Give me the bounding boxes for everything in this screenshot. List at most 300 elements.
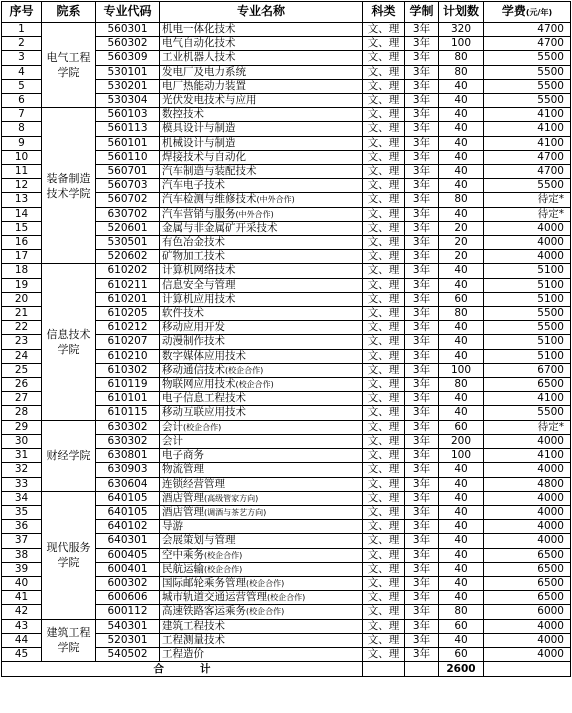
major-code: 640301	[96, 534, 160, 548]
major-name-text: 汽车检测与维修技术	[162, 193, 257, 206]
major-fee: 4000	[484, 250, 571, 264]
row-no: 43	[2, 619, 42, 633]
major-plan-table	[1, 1, 571, 677]
major-name	[160, 576, 363, 590]
major-name-text: 信息安全与管理	[162, 278, 236, 291]
major-subject: 文、理	[363, 591, 405, 605]
major-code: 630702	[96, 207, 160, 221]
major-code: 560703	[96, 179, 160, 193]
header-fee-unit: (元/年)	[525, 7, 553, 17]
major-code: 600405	[96, 548, 160, 562]
major-name	[160, 562, 363, 576]
major-fee: 4000	[484, 221, 571, 235]
major-name-text: 工业机器人技术	[162, 51, 236, 64]
major-plan: 40	[439, 576, 484, 590]
major-code: 560101	[96, 136, 160, 150]
major-code: 560110	[96, 150, 160, 164]
major-code: 610202	[96, 264, 160, 278]
major-code: 560702	[96, 193, 160, 207]
major-subject: 文、理	[363, 363, 405, 377]
major-name	[160, 307, 363, 321]
table-row	[2, 264, 571, 278]
major-subject: 文、理	[363, 136, 405, 150]
major-years: 3年	[405, 619, 439, 633]
major-years: 3年	[405, 321, 439, 335]
major-name-text: 机械设计与制造	[162, 136, 236, 149]
major-name	[160, 363, 363, 377]
major-plan: 40	[439, 335, 484, 349]
header-row	[2, 2, 571, 23]
major-subject: 文、理	[363, 179, 405, 193]
major-tag: (校企合作)	[235, 380, 274, 390]
major-fee: 4100	[484, 392, 571, 406]
major-years: 3年	[405, 122, 439, 136]
major-plan: 80	[439, 51, 484, 65]
major-name	[160, 122, 363, 136]
major-tag: (调酒与茶艺方向)	[204, 507, 267, 517]
major-name-text: 金属与非金属矿开采技术	[162, 221, 278, 234]
major-name-text: 会计	[162, 420, 183, 433]
major-fee: 4700	[484, 165, 571, 179]
row-no: 14	[2, 207, 42, 221]
total-plan: 2600	[439, 662, 484, 677]
major-years: 3年	[405, 491, 439, 505]
header-code: 专业代码	[96, 2, 160, 23]
major-code: 630302	[96, 420, 160, 434]
major-code: 610205	[96, 307, 160, 321]
major-code: 610302	[96, 363, 160, 377]
major-fee: 4000	[484, 463, 571, 477]
major-plan: 40	[439, 321, 484, 335]
major-plan: 60	[439, 420, 484, 434]
major-years: 3年	[405, 505, 439, 519]
major-code: 540502	[96, 647, 160, 661]
major-name	[160, 236, 363, 250]
major-plan: 40	[439, 278, 484, 292]
major-fee: 4000	[484, 619, 571, 633]
major-years: 3年	[405, 349, 439, 363]
dept-name: 财经学院	[42, 420, 96, 491]
major-years: 3年	[405, 292, 439, 306]
row-no: 32	[2, 463, 42, 477]
major-name-text: 动漫制作技术	[162, 335, 225, 348]
row-no: 26	[2, 378, 42, 392]
major-name-text: 汽车制造与装配技术	[162, 165, 257, 178]
major-name-text: 物联网应用技术	[162, 378, 236, 391]
major-name-text: 导游	[162, 520, 183, 533]
major-fee: 4000	[484, 647, 571, 661]
major-name	[160, 505, 363, 519]
major-years: 3年	[405, 406, 439, 420]
row-no: 34	[2, 491, 42, 505]
major-name	[160, 221, 363, 235]
major-years: 3年	[405, 165, 439, 179]
major-subject: 文、理	[363, 264, 405, 278]
major-plan: 40	[439, 562, 484, 576]
major-name	[160, 165, 363, 179]
major-code: 520601	[96, 221, 160, 235]
major-code: 630801	[96, 449, 160, 463]
row-no: 27	[2, 392, 42, 406]
major-name-text: 矿物加工技术	[162, 250, 225, 263]
major-code: 610101	[96, 392, 160, 406]
major-years: 3年	[405, 477, 439, 491]
major-plan: 40	[439, 406, 484, 420]
major-name-text: 会展策划与管理	[162, 534, 236, 547]
row-no: 20	[2, 292, 42, 306]
major-plan: 40	[439, 548, 484, 562]
major-subject: 文、理	[363, 562, 405, 576]
major-years: 3年	[405, 378, 439, 392]
major-name-text: 机电一体化技术	[162, 23, 236, 35]
major-years: 3年	[405, 179, 439, 193]
dept-name: 信息技术学院	[42, 264, 96, 420]
major-fee: 4000	[484, 236, 571, 250]
major-tag: (中外合作)	[256, 195, 295, 205]
major-name	[160, 250, 363, 264]
header-no: 序号	[2, 2, 42, 23]
row-no: 17	[2, 250, 42, 264]
major-name-text: 数字媒体应用技术	[162, 349, 246, 362]
major-fee: 4100	[484, 122, 571, 136]
major-plan: 40	[439, 122, 484, 136]
major-name	[160, 406, 363, 420]
major-plan: 100	[439, 363, 484, 377]
major-fee: 5500	[484, 94, 571, 108]
major-years: 3年	[405, 534, 439, 548]
table-row	[2, 491, 571, 505]
major-code: 600112	[96, 605, 160, 619]
major-subject: 文、理	[363, 150, 405, 164]
major-subject: 文、理	[363, 449, 405, 463]
dept-name: 装备制造技术学院	[42, 108, 96, 264]
major-years: 3年	[405, 633, 439, 647]
major-tag: (校企合作)	[204, 550, 243, 560]
major-plan: 40	[439, 108, 484, 122]
major-years: 3年	[405, 65, 439, 79]
row-no: 13	[2, 193, 42, 207]
major-years: 3年	[405, 647, 439, 661]
row-no: 24	[2, 349, 42, 363]
major-code: 630302	[96, 434, 160, 448]
major-code: 560701	[96, 165, 160, 179]
row-no: 22	[2, 321, 42, 335]
major-subject: 文、理	[363, 505, 405, 519]
major-fee: 6700	[484, 363, 571, 377]
table-row	[2, 23, 571, 37]
major-years: 3年	[405, 335, 439, 349]
major-plan: 40	[439, 207, 484, 221]
major-subject: 文、理	[363, 193, 405, 207]
row-no: 3	[2, 51, 42, 65]
total-fee	[484, 662, 571, 677]
row-no: 29	[2, 420, 42, 434]
major-subject: 文、理	[363, 619, 405, 633]
major-subject: 文、理	[363, 434, 405, 448]
row-no: 31	[2, 449, 42, 463]
major-name	[160, 605, 363, 619]
row-no: 45	[2, 647, 42, 661]
major-years: 3年	[405, 449, 439, 463]
major-plan: 40	[439, 491, 484, 505]
row-no: 42	[2, 605, 42, 619]
major-fee: 6500	[484, 378, 571, 392]
major-code: 610211	[96, 278, 160, 292]
major-tag: (高级管家方向)	[204, 493, 259, 503]
major-fee: 6500	[484, 562, 571, 576]
row-no: 21	[2, 307, 42, 321]
major-code: 530101	[96, 65, 160, 79]
major-years: 3年	[405, 548, 439, 562]
major-code: 600606	[96, 591, 160, 605]
major-years: 3年	[405, 562, 439, 576]
major-name	[160, 591, 363, 605]
header-name: 专业名称	[160, 2, 363, 23]
major-name	[160, 378, 363, 392]
major-plan: 20	[439, 250, 484, 264]
major-code: 530201	[96, 79, 160, 93]
major-fee: 4100	[484, 108, 571, 122]
major-code: 640102	[96, 520, 160, 534]
row-no: 4	[2, 65, 42, 79]
major-name-text: 模具设计与制造	[162, 122, 236, 135]
header-dept: 院系	[42, 2, 96, 23]
table-row	[2, 619, 571, 633]
major-name-text: 计算机网络技术	[162, 264, 236, 277]
major-subject: 文、理	[363, 633, 405, 647]
row-no: 11	[2, 165, 42, 179]
major-fee: 5500	[484, 65, 571, 79]
major-plan: 40	[439, 165, 484, 179]
major-tag: (校企合作)	[204, 564, 243, 574]
major-name	[160, 51, 363, 65]
major-name-text: 国际邮轮乘务管理	[162, 576, 246, 589]
major-name	[160, 449, 363, 463]
major-plan: 40	[439, 349, 484, 363]
major-fee: 5500	[484, 51, 571, 65]
major-code: 610119	[96, 378, 160, 392]
major-subject: 文、理	[363, 477, 405, 491]
major-code: 540301	[96, 619, 160, 633]
major-plan: 100	[439, 37, 484, 51]
major-years: 3年	[405, 136, 439, 150]
major-tag: (中外合作)	[235, 209, 274, 219]
major-code: 530304	[96, 94, 160, 108]
major-subject: 文、理	[363, 37, 405, 51]
major-name-text: 焊接技术与自动化	[162, 150, 246, 163]
major-years: 3年	[405, 576, 439, 590]
major-years: 3年	[405, 463, 439, 477]
major-plan: 80	[439, 307, 484, 321]
header-fee-label: 学费	[501, 3, 526, 18]
major-subject: 文、理	[363, 278, 405, 292]
major-years: 3年	[405, 207, 439, 221]
major-name	[160, 392, 363, 406]
major-name	[160, 37, 363, 51]
major-plan: 40	[439, 591, 484, 605]
major-subject: 文、理	[363, 207, 405, 221]
major-fee: 4800	[484, 477, 571, 491]
major-fee: 6000	[484, 605, 571, 619]
major-fee: 5500	[484, 406, 571, 420]
major-code: 520301	[96, 633, 160, 647]
major-name-text: 物流管理	[162, 463, 204, 476]
major-name	[160, 463, 363, 477]
major-name	[160, 633, 363, 647]
dept-name: 现代服务学院	[42, 491, 96, 619]
total-label	[2, 662, 363, 677]
header-plan: 计划数	[439, 2, 484, 23]
major-code: 640105	[96, 491, 160, 505]
major-fee: 4000	[484, 534, 571, 548]
major-name	[160, 136, 363, 150]
major-name	[160, 520, 363, 534]
row-no: 33	[2, 477, 42, 491]
major-subject: 文、理	[363, 420, 405, 434]
major-subject: 文、理	[363, 79, 405, 93]
major-years: 3年	[405, 193, 439, 207]
major-plan: 40	[439, 505, 484, 519]
major-code: 560103	[96, 108, 160, 122]
dept-name: 建筑工程学院	[42, 619, 96, 662]
major-name-text: 建筑工程技术	[162, 619, 225, 632]
major-fee: 4100	[484, 449, 571, 463]
major-subject: 文、理	[363, 65, 405, 79]
major-name	[160, 65, 363, 79]
major-subject: 文、理	[363, 520, 405, 534]
major-name	[160, 534, 363, 548]
major-name-text: 发电厂及电力系统	[162, 65, 246, 78]
major-name-text: 电厂热能动力装置	[162, 79, 246, 92]
major-years: 3年	[405, 108, 439, 122]
major-code: 610207	[96, 335, 160, 349]
header-subject: 科类	[363, 2, 405, 23]
major-name-text: 软件技术	[162, 307, 204, 320]
major-years: 3年	[405, 278, 439, 292]
major-fee: 待定*	[484, 420, 571, 434]
major-fee: 4000	[484, 434, 571, 448]
row-no: 30	[2, 434, 42, 448]
major-plan: 80	[439, 378, 484, 392]
major-subject: 文、理	[363, 335, 405, 349]
major-subject: 文、理	[363, 292, 405, 306]
major-subject: 文、理	[363, 51, 405, 65]
major-subject: 文、理	[363, 250, 405, 264]
row-no: 38	[2, 548, 42, 562]
major-plan: 40	[439, 633, 484, 647]
header-years: 学制	[405, 2, 439, 23]
major-code: 530501	[96, 236, 160, 250]
major-name	[160, 193, 363, 207]
major-plan: 80	[439, 193, 484, 207]
row-no: 12	[2, 179, 42, 193]
major-subject: 文、理	[363, 576, 405, 590]
major-years: 3年	[405, 307, 439, 321]
major-fee: 4000	[484, 520, 571, 534]
major-fee: 6500	[484, 591, 571, 605]
major-plan: 40	[439, 150, 484, 164]
row-no: 18	[2, 264, 42, 278]
major-name-text: 民航运输	[162, 562, 204, 575]
major-code: 630903	[96, 463, 160, 477]
major-subject: 文、理	[363, 491, 405, 505]
major-subject: 文、理	[363, 321, 405, 335]
major-subject: 文、理	[363, 108, 405, 122]
row-no: 2	[2, 37, 42, 51]
major-plan: 80	[439, 605, 484, 619]
major-fee: 4700	[484, 150, 571, 164]
major-fee: 5100	[484, 335, 571, 349]
total-label-1: 合	[153, 662, 164, 675]
total-label-2: 计	[200, 662, 211, 675]
major-code: 560301	[96, 23, 160, 37]
major-fee: 5100	[484, 349, 571, 363]
major-years: 3年	[405, 23, 439, 37]
row-no: 19	[2, 278, 42, 292]
row-no: 25	[2, 363, 42, 377]
major-name	[160, 548, 363, 562]
major-subject: 文、理	[363, 23, 405, 37]
major-code: 610210	[96, 349, 160, 363]
major-plan: 20	[439, 221, 484, 235]
major-fee: 4000	[484, 505, 571, 519]
major-fee: 5100	[484, 264, 571, 278]
major-name-text: 电气自动化技术	[162, 37, 236, 50]
major-name	[160, 321, 363, 335]
major-name	[160, 292, 363, 306]
major-code: 640105	[96, 505, 160, 519]
major-name-text: 光伏发电技术与应用	[162, 94, 257, 107]
total-years	[405, 662, 439, 677]
major-years: 3年	[405, 221, 439, 235]
major-name-text: 工程造价	[162, 647, 204, 660]
major-name-text: 移动应用开发	[162, 321, 225, 334]
major-plan: 60	[439, 292, 484, 306]
major-name-text: 连锁经营管理	[162, 477, 225, 490]
major-plan: 40	[439, 463, 484, 477]
major-years: 3年	[405, 236, 439, 250]
major-fee: 5500	[484, 307, 571, 321]
major-fee: 4700	[484, 23, 571, 37]
major-fee: 4000	[484, 491, 571, 505]
major-subject: 文、理	[363, 406, 405, 420]
major-plan: 40	[439, 79, 484, 93]
row-no: 7	[2, 108, 42, 122]
major-years: 3年	[405, 520, 439, 534]
major-name-text: 酒店管理	[162, 491, 204, 504]
major-subject: 文、理	[363, 548, 405, 562]
major-fee: 待定*	[484, 193, 571, 207]
major-plan: 40	[439, 392, 484, 406]
major-name	[160, 79, 363, 93]
major-name	[160, 207, 363, 221]
major-subject: 文、理	[363, 647, 405, 661]
major-code: 610212	[96, 321, 160, 335]
major-name-text: 有色冶金技术	[162, 236, 225, 249]
major-name	[160, 23, 363, 37]
major-tag: (校企合作)	[183, 422, 222, 432]
major-fee: 待定*	[484, 207, 571, 221]
major-name-text: 空中乘务	[162, 548, 204, 561]
row-no: 39	[2, 562, 42, 576]
row-no: 36	[2, 520, 42, 534]
major-years: 3年	[405, 392, 439, 406]
major-subject: 文、理	[363, 605, 405, 619]
major-name-text: 移动互联应用技术	[162, 406, 246, 419]
row-no: 6	[2, 94, 42, 108]
major-subject: 文、理	[363, 307, 405, 321]
major-name-text: 电子信息工程技术	[162, 392, 246, 405]
